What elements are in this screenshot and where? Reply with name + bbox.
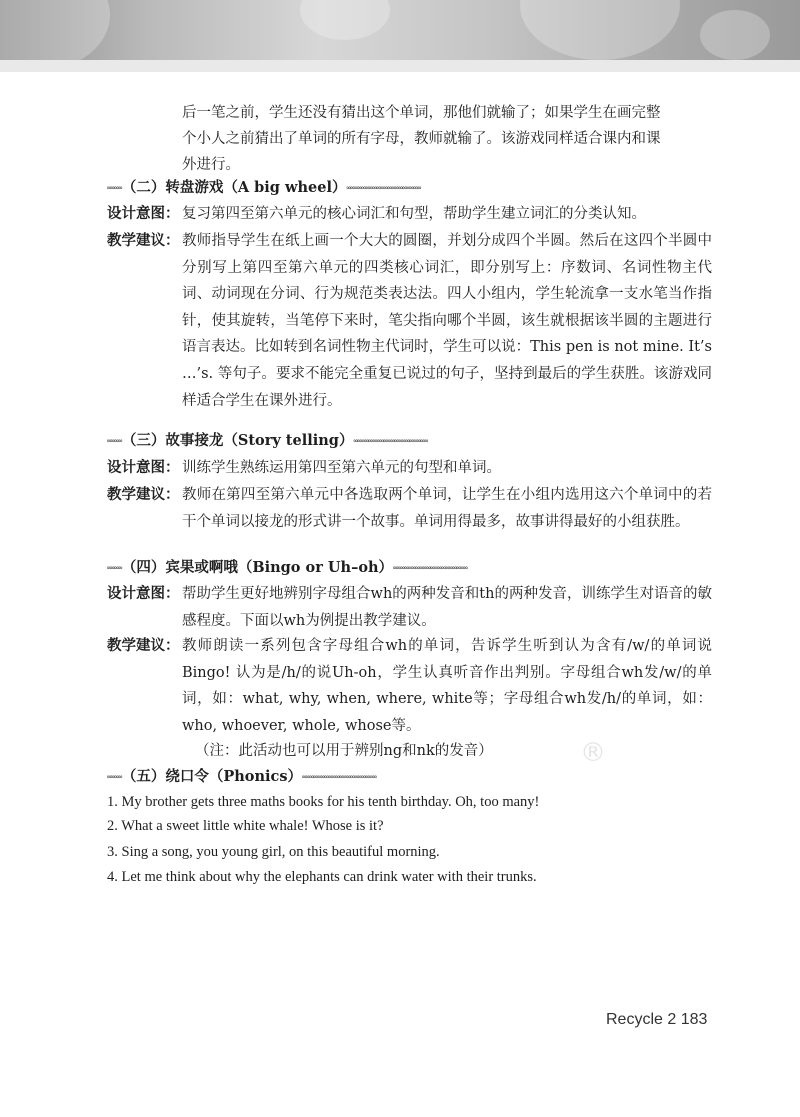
dotted-rule: ∞∞∞∞∞∞∞∞∞∞∞∞∞∞∞∞∞∞∞∞ [302,773,377,781]
advice-text: 教师指导学生在纸上画一个大大的圆圈，并划分成四个半圆。然后在这四个半圆中分别写上第四至第六单元的四类核心词汇，即分别写上：序数词、名词性物主代词、动词现在分词、行为规范类表达法。四人小组内，学生轮流拿一支水笔当作指针，使其旋转，当笔停下来时，笔尖指向哪个半圆，该生就根据该半圆的主题进行语言表达。比如转到名词性物主代词时，学生可以说：This pen is not mine. It’s …’s. 等句子。要求不能完全重复已说过的句子，坚持到最后的学生获胜。该游戏同样适合学生在课外进行。 [182,233,712,409]
tongue-twister-item: 3. Sing a song, you young girl, on this beautiful morning. [107,844,440,860]
intro-line: 个小人之前猜出了单词的所有字母，教师就输了。该游戏同样适合课内和课 [182,131,661,147]
advice-label: 教学建议： [107,638,180,654]
section-title: （三）故事接龙（Story telling） [121,432,354,449]
activity-note: （注：此活动也可以用于辨别ng和nk的发音） [195,743,493,759]
section-heading [107,767,376,787]
section-heading [107,178,421,198]
dotted-rule: ∞∞∞∞ [107,437,122,445]
advice-text: 教师在第四至第六单元中各选取两个单词，让学生在小组内选用这六个单词中的若干个单词以接龙的形式讲一个故事。单词用得最多，故事讲得最好的小组获胜。 [182,487,712,530]
dotted-rule: ∞∞∞∞ [107,773,122,781]
intro-line: 后一笔之前，学生还没有猜出这个单词，那他们就输了；如果学生在画完整 [182,105,661,121]
tongue-twister-item: 1. My brother gets three maths books for his tenth birthday. Oh, too many! [107,794,540,810]
advice-label: 教学建议： [107,233,180,249]
section-title: （四）宾果或啊哦（Bingo or Uh–oh） [121,559,394,576]
intent-text: 复习第四至第六单元的核心词汇和句型，帮助学生建立词汇的分类认知。 [182,206,646,222]
intent-text: 训练学生熟练运用第四至第六单元的句型和单词。 [182,460,501,476]
dotted-rule: ∞∞∞∞∞∞∞∞∞∞∞∞∞∞∞∞∞∞∞∞ [393,564,468,572]
section-title: （五）绕口令（Phonics） [121,768,303,785]
tongue-twister-item: 4. Let me think about why the elephants can drink water with their trunks. [107,869,537,885]
dotted-rule: ∞∞∞∞∞∞∞∞∞∞∞∞∞∞∞∞∞∞∞∞ [346,184,421,192]
section-heading [107,558,467,578]
intent-label: 设计意图： [107,206,180,222]
registered-mark: ® [580,738,606,768]
advice-label: 教学建议： [107,487,180,503]
dotted-rule: ∞∞∞∞∞∞∞∞∞∞∞∞∞∞∞∞∞∞∞∞ [353,437,428,445]
intro-line: 外进行。 [182,157,240,173]
page-footer: Recycle 2 183 [606,1011,708,1028]
intent-text: 帮助学生更好地辨别字母组合wh的两种发音和th的两种发音，训练学生对语音的敏感程度。下面以wh为例提出教学建议。 [182,586,712,629]
section-heading [107,431,428,451]
intent-label: 设计意图： [107,586,180,602]
intent-label: 设计意图： [107,460,180,476]
dotted-rule: ∞∞∞∞ [107,184,122,192]
dotted-rule: ∞∞∞∞ [107,564,122,572]
tongue-twister-item: 2. What a sweet little white whale! Whose is it? [107,818,384,834]
section-title: （二）转盘游戏（A big wheel） [121,179,347,196]
advice-text: 教师朗读一系列包含字母组合wh的单词，告诉学生听到认为含有/w/的单词说Bingo! 认为是/h/的说Uh-oh，学生认真听音作出判别。字母组合wh发/w/的单词，如：what, why, when, where, white等；字母组合wh发/h/的单词，如：who, whoever, whole, whose等。 [182,638,712,734]
